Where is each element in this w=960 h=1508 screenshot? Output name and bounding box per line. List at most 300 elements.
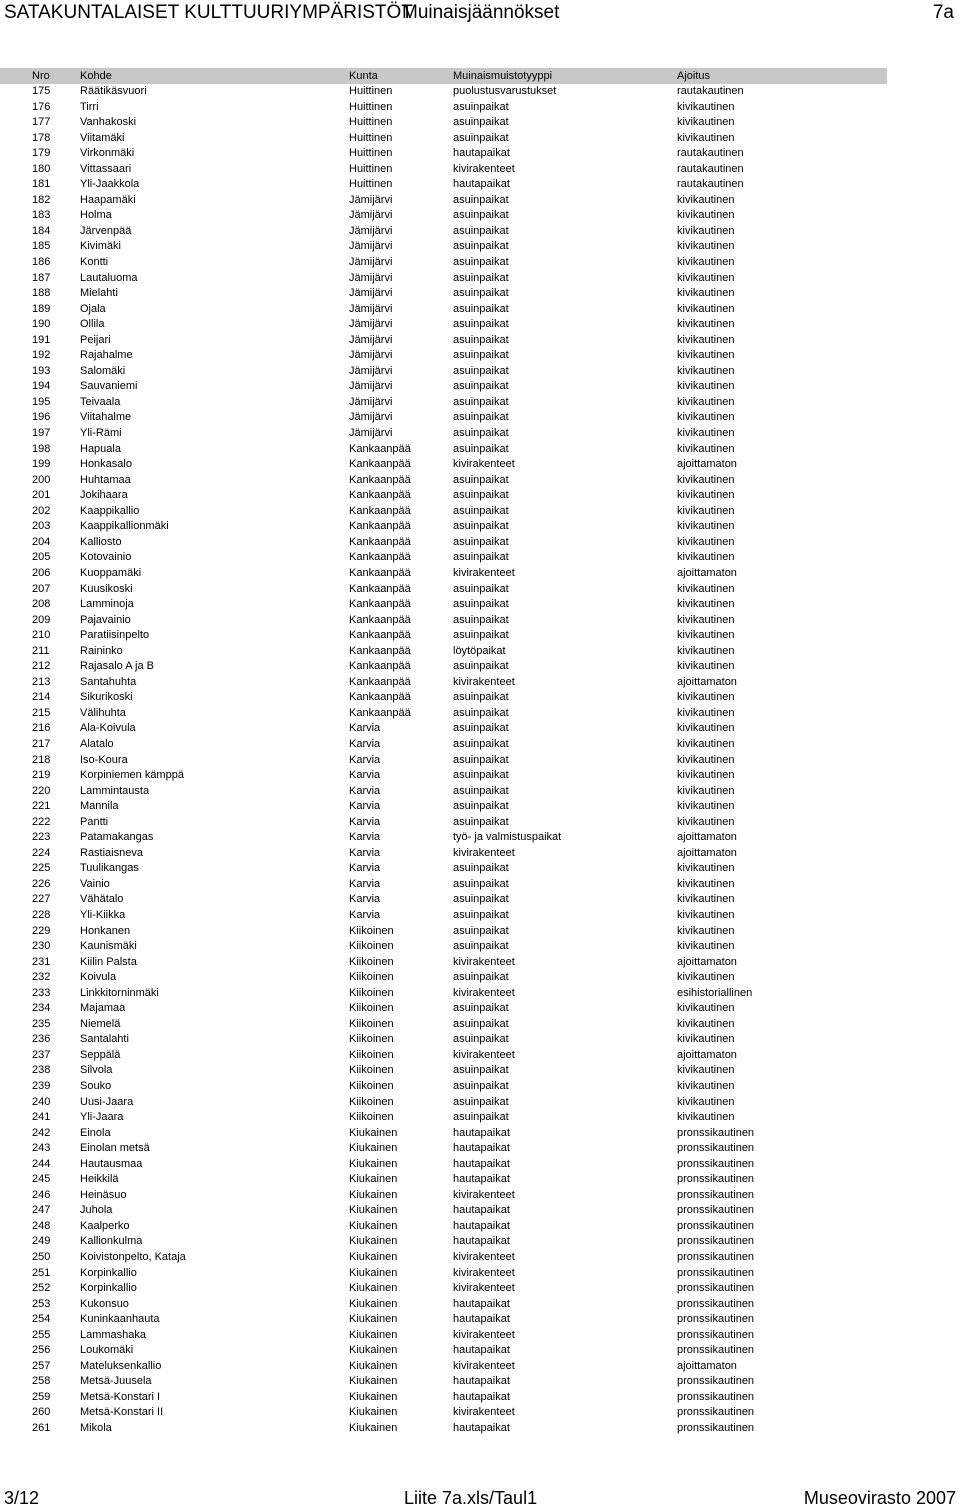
table-row [0, 1048, 960, 1064]
table-row [0, 208, 960, 224]
cell-kunta: Kiikoinen [349, 924, 394, 937]
cell-nro: 187 [32, 271, 51, 284]
table-row [0, 659, 960, 675]
cell-kohde: Yli-Kiikka [80, 908, 126, 921]
table-row [0, 115, 960, 131]
cell-kunta: Kiukainen [349, 1266, 398, 1279]
cell-nro: 203 [32, 520, 51, 533]
cell-nro: 236 [32, 1033, 51, 1046]
cell-nro: 218 [32, 753, 51, 766]
cell-kunta: Huittinen [349, 116, 393, 129]
cell-kunta: Huittinen [349, 85, 393, 97]
table-row [0, 1079, 960, 1095]
cell-nro: 199 [32, 458, 51, 471]
cell-ajoitus: pronssikautinen [677, 1157, 755, 1170]
data-table [0, 68, 960, 1437]
cell-tyyppi: asuinpaikat [453, 1002, 509, 1015]
cell-kunta: Kiukainen [349, 1251, 398, 1264]
cell-tyyppi: asuinpaikat [453, 240, 509, 253]
cell-tyyppi: kivirakenteet [453, 458, 515, 471]
cell-kohde: Silvola [80, 1064, 113, 1077]
cell-ajoitus: kivikautinen [677, 520, 735, 533]
cell-tyyppi: asuinpaikat [453, 224, 509, 237]
cell-nro: 207 [32, 582, 51, 595]
cell-kunta: Kankaanpää [349, 520, 411, 533]
table-row [0, 675, 960, 691]
cell-kohde: Honkasalo [80, 458, 132, 471]
cell-kohde: Einolan metsä [80, 1142, 150, 1155]
cell-tyyppi: asuinpaikat [453, 271, 509, 284]
cell-kunta: Karvia [349, 908, 381, 921]
cell-kohde: Korpinkallio [80, 1266, 137, 1279]
cell-kunta: Kiikoinen [349, 1080, 394, 1092]
cell-tyyppi: kivirakenteet [453, 1406, 515, 1419]
cell-tyyppi: asuinpaikat [453, 395, 509, 408]
cell-kunta: Kiikoinen [349, 940, 394, 953]
table-row [0, 1203, 960, 1219]
cell-tyyppi: työ- ja valmistuspaikat [453, 831, 562, 844]
cell-tyyppi: asuinpaikat [453, 489, 509, 502]
cell-kohde: Kuninkaanhauta [80, 1313, 160, 1326]
cell-nro: 202 [32, 504, 51, 517]
cell-tyyppi: hautapaikat [453, 1313, 510, 1326]
cell-tyyppi: hautapaikat [453, 1344, 510, 1357]
cell-kohde: Tuulikangas [80, 862, 139, 875]
cell-tyyppi: asuinpaikat [453, 769, 509, 782]
cell-kohde: Alatalo [80, 737, 114, 750]
cell-kunta: Huittinen [349, 147, 393, 160]
cell-kohde: Santalahti [80, 1033, 129, 1046]
cell-nro: 238 [32, 1064, 51, 1077]
cell-kunta: Kiukainen [349, 1157, 398, 1170]
table-row [0, 550, 960, 566]
table-row [0, 379, 960, 395]
cell-nro: 204 [32, 535, 51, 548]
cell-tyyppi: asuinpaikat [453, 753, 509, 766]
cell-nro: 186 [32, 256, 51, 269]
table-row [0, 473, 960, 489]
cell-kunta: Karvia [349, 753, 381, 766]
cell-tyyppi: asuinpaikat [453, 442, 509, 455]
cell-kohde: Rajasalo A ja B [80, 660, 154, 673]
cell-nro: 217 [32, 737, 51, 750]
table-row [0, 1328, 960, 1344]
cell-nro: 216 [32, 722, 51, 735]
cell-kohde: Loukomäki [80, 1344, 134, 1357]
cell-kohde: Yli-Rämi [80, 427, 122, 440]
cell-ajoitus: kivikautinen [677, 1080, 735, 1092]
cell-kunta: Kiukainen [349, 1422, 398, 1435]
cell-ajoitus: kivikautinen [677, 784, 735, 797]
cell-kunta: Jämijärvi [349, 193, 393, 206]
cell-nro: 175 [32, 85, 51, 97]
table-row [0, 1390, 960, 1406]
table-row [0, 286, 960, 302]
cell-tyyppi: kivirakenteet [453, 955, 515, 968]
cell-kohde: Raininko [80, 644, 123, 657]
cell-kunta: Karvia [349, 800, 381, 813]
cell-kunta: Karvia [349, 769, 381, 782]
cell-nro: 249 [32, 1235, 51, 1248]
cell-kunta: Kankaanpää [349, 660, 411, 673]
cell-tyyppi: hautapaikat [453, 1157, 510, 1170]
cell-kohde: Mateluksenkallio [80, 1359, 162, 1372]
cell-ajoitus: pronssikautinen [677, 1219, 755, 1232]
table-row [0, 302, 960, 318]
cell-kohde: Einola [80, 1126, 111, 1139]
cell-kohde: Lamminoja [80, 598, 134, 611]
cell-ajoitus: kivikautinen [677, 442, 735, 455]
cell-nro: 206 [32, 566, 51, 579]
cell-ajoitus: kivikautinen [677, 131, 735, 144]
cell-kunta: Kankaanpää [349, 629, 411, 642]
cell-nro: 180 [32, 162, 51, 175]
table-row [0, 1063, 960, 1079]
cell-tyyppi: löytöpaikat [453, 644, 506, 657]
cell-ajoitus: kivikautinen [677, 427, 735, 440]
table-row [0, 846, 960, 862]
cell-kohde: Yli-Jaara [80, 1111, 124, 1124]
cell-kohde: Viitahalme [80, 411, 132, 424]
table-row [0, 1266, 960, 1282]
cell-ajoitus: pronssikautinen [677, 1406, 755, 1419]
cell-kohde: Tirri [80, 100, 99, 113]
cell-ajoitus: pronssikautinen [677, 1422, 755, 1435]
table-row [0, 504, 960, 520]
cell-kohde: Huhtamaa [80, 473, 131, 486]
table-row [0, 1172, 960, 1188]
cell-tyyppi: asuinpaikat [453, 302, 509, 315]
table-row [0, 768, 960, 784]
table-row [0, 939, 960, 955]
cell-nro: 241 [32, 1111, 51, 1124]
cell-kohde: Heikkilä [80, 1173, 119, 1186]
cell-kunta: Kankaanpää [349, 644, 411, 657]
cell-nro: 179 [32, 147, 51, 160]
table-row [0, 1141, 960, 1157]
table-row [0, 955, 960, 971]
cell-kunta: Huittinen [349, 162, 393, 175]
cell-ajoitus: rautakautinen [677, 147, 744, 160]
cell-kunta: Kankaanpää [349, 675, 411, 688]
cell-nro: 177 [32, 116, 51, 129]
cell-nro: 198 [32, 442, 51, 455]
cell-nro: 240 [32, 1095, 51, 1108]
cell-kunta: Jämijärvi [349, 240, 393, 253]
cell-tyyppi: asuinpaikat [453, 380, 509, 393]
cell-nro: 210 [32, 629, 51, 642]
cell-ajoitus: pronssikautinen [677, 1251, 755, 1264]
cell-ajoitus: kivikautinen [677, 908, 735, 921]
cell-kunta: Kiukainen [349, 1406, 398, 1419]
cell-kunta: Huittinen [349, 131, 393, 144]
table-row [0, 986, 960, 1002]
cell-nro: 219 [32, 769, 51, 782]
cell-kohde: Pajavainio [80, 613, 131, 626]
cell-nro: 190 [32, 318, 51, 331]
cell-kunta: Kiukainen [349, 1375, 398, 1388]
table-row [0, 519, 960, 535]
cell-ajoitus: kivikautinen [677, 287, 735, 300]
cell-nro: 191 [32, 333, 51, 346]
cell-nro: 192 [32, 349, 51, 362]
cell-kohde: Salomäki [80, 364, 126, 377]
cell-kohde: Metsä-Juusela [80, 1375, 152, 1388]
cell-nro: 220 [32, 784, 51, 797]
cell-nro: 244 [32, 1157, 51, 1170]
cell-kunta: Kankaanpää [349, 566, 411, 579]
table-row [0, 799, 960, 815]
cell-kunta: Kankaanpää [349, 706, 411, 719]
cell-kohde: Paratiisinpelto [80, 629, 150, 642]
table-row [0, 255, 960, 271]
cell-kohde: Jokihaara [80, 489, 128, 502]
table-row [0, 861, 960, 877]
cell-kunta: Kiukainen [349, 1359, 398, 1372]
page-header [0, 0, 960, 28]
cell-nro: 221 [32, 800, 51, 813]
footer-publisher: Museovirasto 2007 [803, 1488, 956, 1508]
cell-tyyppi: asuinpaikat [453, 660, 509, 673]
cell-kohde: Mikola [80, 1422, 112, 1435]
cell-kohde: Peijari [80, 333, 111, 346]
table-row [0, 1281, 960, 1297]
cell-nro: 189 [32, 302, 51, 315]
cell-kunta: Jämijärvi [349, 318, 393, 331]
cell-tyyppi: asuinpaikat [453, 862, 509, 875]
cell-kohde: Kuoppamäki [80, 566, 142, 579]
cell-kohde: Vittassaari [80, 162, 132, 175]
cell-kunta: Kiikoinen [349, 955, 394, 968]
cell-kohde: Holma [80, 209, 112, 222]
table-row [0, 1219, 960, 1235]
cell-nro: 228 [32, 908, 51, 921]
table-row [0, 1297, 960, 1313]
table-row [0, 1095, 960, 1111]
cell-nro: 184 [32, 224, 51, 237]
cell-nro: 178 [32, 131, 51, 144]
cell-nro: 234 [32, 1002, 51, 1015]
table-row [0, 737, 960, 753]
cell-kohde: Haapamäki [80, 193, 136, 206]
cell-kunta: Kiukainen [349, 1204, 398, 1217]
cell-kohde: Honkanen [80, 924, 131, 937]
cell-ajoitus: kivikautinen [677, 893, 735, 906]
table-row [0, 970, 960, 986]
cell-tyyppi: hautapaikat [453, 1142, 510, 1155]
cell-nro: 243 [32, 1142, 51, 1155]
cell-nro: 246 [32, 1188, 51, 1201]
cell-kohde: Teivaala [80, 395, 121, 408]
cell-tyyppi: kivirakenteet [453, 1282, 515, 1295]
cell-tyyppi: asuinpaikat [453, 427, 509, 440]
cell-nro: 245 [32, 1173, 51, 1186]
cell-ajoitus: pronssikautinen [677, 1266, 755, 1279]
cell-tyyppi: kivirakenteet [453, 1188, 515, 1201]
cell-nro: 231 [32, 955, 51, 968]
cell-kohde: Viitamäki [80, 131, 125, 144]
cell-kunta: Kiikoinen [349, 1002, 394, 1015]
cell-ajoitus: kivikautinen [677, 629, 735, 642]
cell-tyyppi: asuinpaikat [453, 209, 509, 222]
table-row [0, 753, 960, 769]
cell-kohde: Korpiniemen kämppä [80, 769, 184, 782]
cell-kunta: Karvia [349, 737, 381, 750]
table-row [0, 488, 960, 504]
cell-nro: 247 [32, 1204, 51, 1217]
cell-tyyppi: asuinpaikat [453, 815, 509, 828]
cell-kohde: Ala-Koivula [80, 722, 136, 735]
table-row [0, 877, 960, 893]
column-header-kunta: Kunta [349, 70, 378, 82]
table-row [0, 908, 960, 924]
cell-nro: 226 [32, 877, 51, 890]
cell-kunta: Jämijärvi [349, 380, 393, 393]
cell-ajoitus: kivikautinen [677, 1033, 735, 1046]
table-row [0, 721, 960, 737]
cell-tyyppi: kivirakenteet [453, 846, 515, 859]
cell-tyyppi: asuinpaikat [453, 1111, 509, 1124]
header-center-title: Muinaisjäännökset [402, 2, 560, 23]
page-footer [0, 1488, 960, 1508]
cell-tyyppi: kivirakenteet [453, 1266, 515, 1279]
cell-nro: 255 [32, 1328, 51, 1341]
cell-nro: 260 [32, 1406, 51, 1419]
cell-tyyppi: asuinpaikat [453, 737, 509, 750]
cell-tyyppi: asuinpaikat [453, 473, 509, 486]
cell-kunta: Kankaanpää [349, 613, 411, 626]
cell-tyyppi: kivirakenteet [453, 986, 515, 999]
table-row [0, 442, 960, 458]
cell-ajoitus: pronssikautinen [677, 1142, 755, 1155]
cell-kohde: Kotovainio [80, 551, 132, 564]
cell-nro: 200 [32, 473, 51, 486]
cell-nro: 257 [32, 1359, 51, 1372]
cell-ajoitus: kivikautinen [677, 722, 735, 735]
cell-kunta: Jämijärvi [349, 209, 393, 222]
table-row [0, 1343, 960, 1359]
table-row [0, 84, 960, 100]
table-row [0, 1126, 960, 1142]
cell-kunta: Jämijärvi [349, 411, 393, 424]
cell-kunta: Karvia [349, 722, 381, 735]
cell-nro: 224 [32, 846, 51, 859]
cell-ajoitus: kivikautinen [677, 473, 735, 486]
cell-nro: 248 [32, 1219, 51, 1232]
cell-ajoitus: kivikautinen [677, 380, 735, 393]
cell-kunta: Karvia [349, 893, 381, 906]
cell-ajoitus: kivikautinen [677, 302, 735, 315]
cell-ajoitus: pronssikautinen [677, 1204, 755, 1217]
cell-nro: 222 [32, 815, 51, 828]
cell-tyyppi: asuinpaikat [453, 535, 509, 548]
cell-kunta: Jämijärvi [349, 427, 393, 440]
cell-ajoitus: esihistoriallinen [677, 986, 753, 999]
cell-kunta: Karvia [349, 815, 381, 828]
table-row [0, 1250, 960, 1266]
cell-ajoitus: kivikautinen [677, 753, 735, 766]
cell-nro: 233 [32, 986, 51, 999]
table-row [0, 582, 960, 598]
cell-kunta: Kiikoinen [349, 1111, 394, 1124]
cell-tyyppi: asuinpaikat [453, 520, 509, 533]
cell-kunta: Jämijärvi [349, 333, 393, 346]
table-row [0, 1374, 960, 1390]
cell-ajoitus: kivikautinen [677, 862, 735, 875]
cell-kohde: Lammintausta [80, 784, 150, 797]
cell-ajoitus: kivikautinen [677, 877, 735, 890]
cell-ajoitus: kivikautinen [677, 1002, 735, 1015]
cell-ajoitus: kivikautinen [677, 582, 735, 595]
cell-ajoitus: pronssikautinen [677, 1390, 755, 1403]
cell-kunta: Karvia [349, 877, 381, 890]
cell-tyyppi: asuinpaikat [453, 784, 509, 797]
cell-ajoitus: kivikautinen [677, 737, 735, 750]
cell-nro: 259 [32, 1390, 51, 1403]
cell-ajoitus: kivikautinen [677, 613, 735, 626]
cell-kunta: Kankaanpää [349, 504, 411, 517]
table-row [0, 706, 960, 722]
cell-tyyppi: hautapaikat [453, 1235, 510, 1248]
cell-ajoitus: kivikautinen [677, 395, 735, 408]
cell-ajoitus: ajoittamaton [677, 831, 737, 844]
footer-file-name: Liite 7a.xls/Taul1 [404, 1488, 538, 1508]
cell-tyyppi: kivirakenteet [453, 1359, 515, 1372]
cell-kunta: Karvia [349, 862, 381, 875]
cell-kohde: Mielahti [80, 287, 118, 300]
cell-kunta: Kiukainen [349, 1297, 398, 1310]
cell-ajoitus: pronssikautinen [677, 1328, 755, 1341]
cell-nro: 188 [32, 287, 51, 300]
cell-ajoitus: kivikautinen [677, 551, 735, 564]
cell-ajoitus: kivikautinen [677, 769, 735, 782]
cell-kohde: Yli-Jaakkola [80, 178, 140, 191]
cell-kunta: Kiikoinen [349, 1095, 394, 1108]
cell-nro: 208 [32, 598, 51, 611]
table-row [0, 162, 960, 178]
cell-kunta: Kankaanpää [349, 582, 411, 595]
cell-kunta: Kiukainen [349, 1219, 398, 1232]
cell-kunta: Jämijärvi [349, 302, 393, 315]
cell-ajoitus: pronssikautinen [677, 1235, 755, 1248]
cell-tyyppi: kivirakenteet [453, 162, 515, 175]
cell-ajoitus: kivikautinen [677, 271, 735, 284]
cell-ajoitus: kivikautinen [677, 706, 735, 719]
cell-nro: 235 [32, 1017, 51, 1030]
table-row [0, 193, 960, 209]
cell-ajoitus: kivikautinen [677, 815, 735, 828]
cell-kohde: Kivimäki [80, 240, 121, 253]
table-header-row [0, 68, 887, 84]
cell-nro: 181 [32, 178, 51, 191]
cell-kunta: Jämijärvi [349, 395, 393, 408]
cell-ajoitus: kivikautinen [677, 411, 735, 424]
header-page-label: 7a [932, 2, 954, 23]
cell-kunta: Kankaanpää [349, 551, 411, 564]
table-row [0, 100, 960, 116]
cell-kunta: Kiikoinen [349, 1064, 394, 1077]
cell-nro: 253 [32, 1297, 51, 1310]
table-row [0, 1157, 960, 1173]
cell-ajoitus: ajoittamaton [677, 675, 737, 688]
cell-kohde: Kaalperko [80, 1219, 130, 1232]
cell-ajoitus: kivikautinen [677, 209, 735, 222]
cell-nro: 229 [32, 924, 51, 937]
cell-kohde: Uusi-Jaara [80, 1095, 134, 1108]
cell-tyyppi: hautapaikat [453, 178, 510, 191]
cell-nro: 209 [32, 613, 51, 626]
cell-tyyppi: hautapaikat [453, 1173, 510, 1186]
